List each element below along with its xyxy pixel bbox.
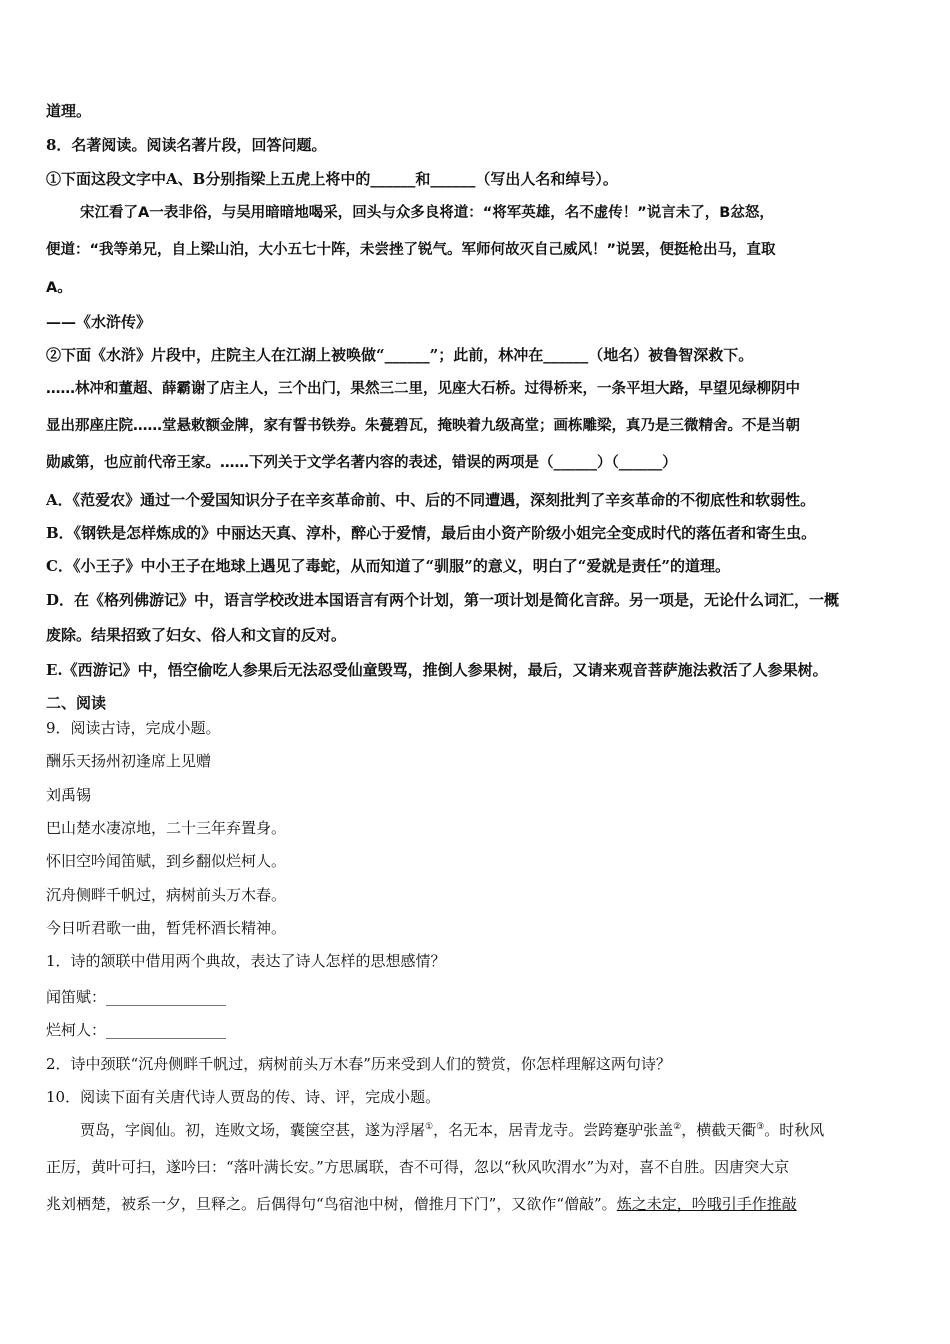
passage-text: 贾岛，字阆仙。初，连败文场，囊箧空甚，遂为浮屠: [80, 1121, 426, 1139]
passage-text: 。时秋风: [764, 1121, 825, 1139]
question-8-heading: 8．名著阅读。阅读名著片段，回答问题。: [46, 136, 327, 154]
passage-text: ，名无本，居青龙寺。尝跨蹇驴张盖: [433, 1121, 674, 1139]
footnote-marker: ③: [756, 1122, 765, 1132]
footnote-marker: ①: [425, 1122, 434, 1132]
poem-author: 刘禹锡: [46, 786, 92, 804]
excerpt-line: 便道：“我等弟兄，自上梁山泊，大小五七十阵，未尝挫了锐气。军师何故灭自己威风！”说罢，便挺枪出马，直取: [46, 242, 776, 258]
poem-line: 今日听君歌一曲，暂凭杯酒长精神。: [46, 919, 287, 937]
question-8-part-1: ①下面这段文字中A、B分别指梁上五虎上将中的______和______（写出人名和绰号）。: [46, 170, 618, 188]
excerpt-line: ……林冲和董超、薛霸谢了店主人，三个出门，果然三二里，见座大石桥。过得桥来，一条平坦大路，早望见绿柳阴中: [46, 381, 800, 397]
passage-text: ，横截天衢: [681, 1121, 757, 1139]
excerpt-line: 显出那座庄院……堂悬敕额金牌，家有誓书铁券。朱甍碧瓦，掩映着九级高堂；画栋雕梁，真乃是三微精舍。不是当朝: [46, 418, 800, 434]
option-a: A．《范爱农》通过一个爱国知识分子在辛亥革命前、中、后的不同遭遇，深刻批判了辛亥革命的不彻底性和软弱性。: [46, 491, 816, 509]
question-9-heading: 9．阅读古诗，完成小题。: [46, 719, 221, 737]
sub-question-2: 2．诗中颈联“沉舟侧畔千帆过，病树前头万木春”历来受到人们的赞赏，你怎样理解这两句诗？: [46, 1055, 671, 1073]
poem-line: 巴山楚水凄凉地，二十三年弃置身。: [46, 819, 287, 837]
option-d-cont: 废除。结果招致了妇女、俗人和文盲的反对。: [46, 626, 347, 644]
passage-line: [80, 1120, 908, 1140]
question-8-part-2: ②下面《水浒》片段中，庄院主人在江湖上被唤做“______”；此前，林冲在______（地名）被鲁智深救下。: [46, 346, 754, 364]
option-c: C．《小王子》中小王子在地球上遇见了毒蛇，从而知道了“驯服”的意义，明白了“爱就是责任”的道理。: [46, 557, 730, 575]
section-heading: 二、阅读: [46, 694, 107, 712]
option-e: E.《西游记》中，悟空偷吃人参果后无法忍受仙童毁骂，推倒人参果树，最后，又请来观音菩萨施法救活了人参果树。: [46, 661, 828, 679]
passage-line: 正厉，黄叶可扫，遂吟曰：“落叶满长安。”方思属联，杳不可得，忽以“秋风吹渭水”为对，喜不自胜。因唐突大京: [46, 1158, 790, 1176]
poem-line: 沉舟侧畔千帆过，病树前头万木春。: [46, 886, 287, 904]
footnote-marker: ②: [673, 1122, 682, 1132]
excerpt-source: ——《水浒传》: [46, 313, 152, 331]
option-d: D．在《格列佛游记》中，语言学校改进本国语言有两个计划，第一项计划是简化言辞。另一项是，无论什么词汇，一概: [46, 591, 840, 609]
text-line: 道理。: [46, 102, 92, 120]
passage-line: [46, 1194, 908, 1214]
excerpt-line: 勋戚第，也应前代帝王家。……下列关于文学名著内容的表述，错误的两项是（______）（______）: [46, 455, 677, 471]
sub-question-1: 1．诗的颔联中借用两个典故，表达了诗人怎样的思想感情？: [46, 952, 446, 970]
poem-title: 酬乐天扬州初逢席上见赠: [46, 752, 212, 770]
option-b: B．《钢铁是怎样炼成的》中丽达天真、淳朴，醉心于爱情，最后由小资产阶级小姐完全变成时代的落伍者和寄生虫。: [46, 524, 817, 542]
answer-blank: 烂柯人：________________: [46, 1021, 227, 1039]
underlined-passage: 炼之未定，吟哦引手作推敲: [616, 1195, 797, 1213]
excerpt-line: A。: [46, 280, 72, 296]
question-10-heading: 10．阅读下面有关唐代诗人贾岛的传、诗、评，完成小题。: [46, 1088, 441, 1106]
answer-blank: 闻笛赋：________________: [46, 988, 227, 1006]
poem-line: 怀旧空吟闻笛赋，到乡翻似烂柯人。: [46, 852, 287, 870]
excerpt-line: 宋江看了A一表非俗，与吴用暗暗地喝采，回头与众多良将道：“将军英雄，名不虚传！”说言未了，B忿怒，: [80, 205, 774, 221]
passage-text: 兆刘栖楚，被系一夕，旦释之。后偶得句“鸟宿池中树，僧推月下门”，又欲作“僧敲”。: [46, 1195, 617, 1213]
